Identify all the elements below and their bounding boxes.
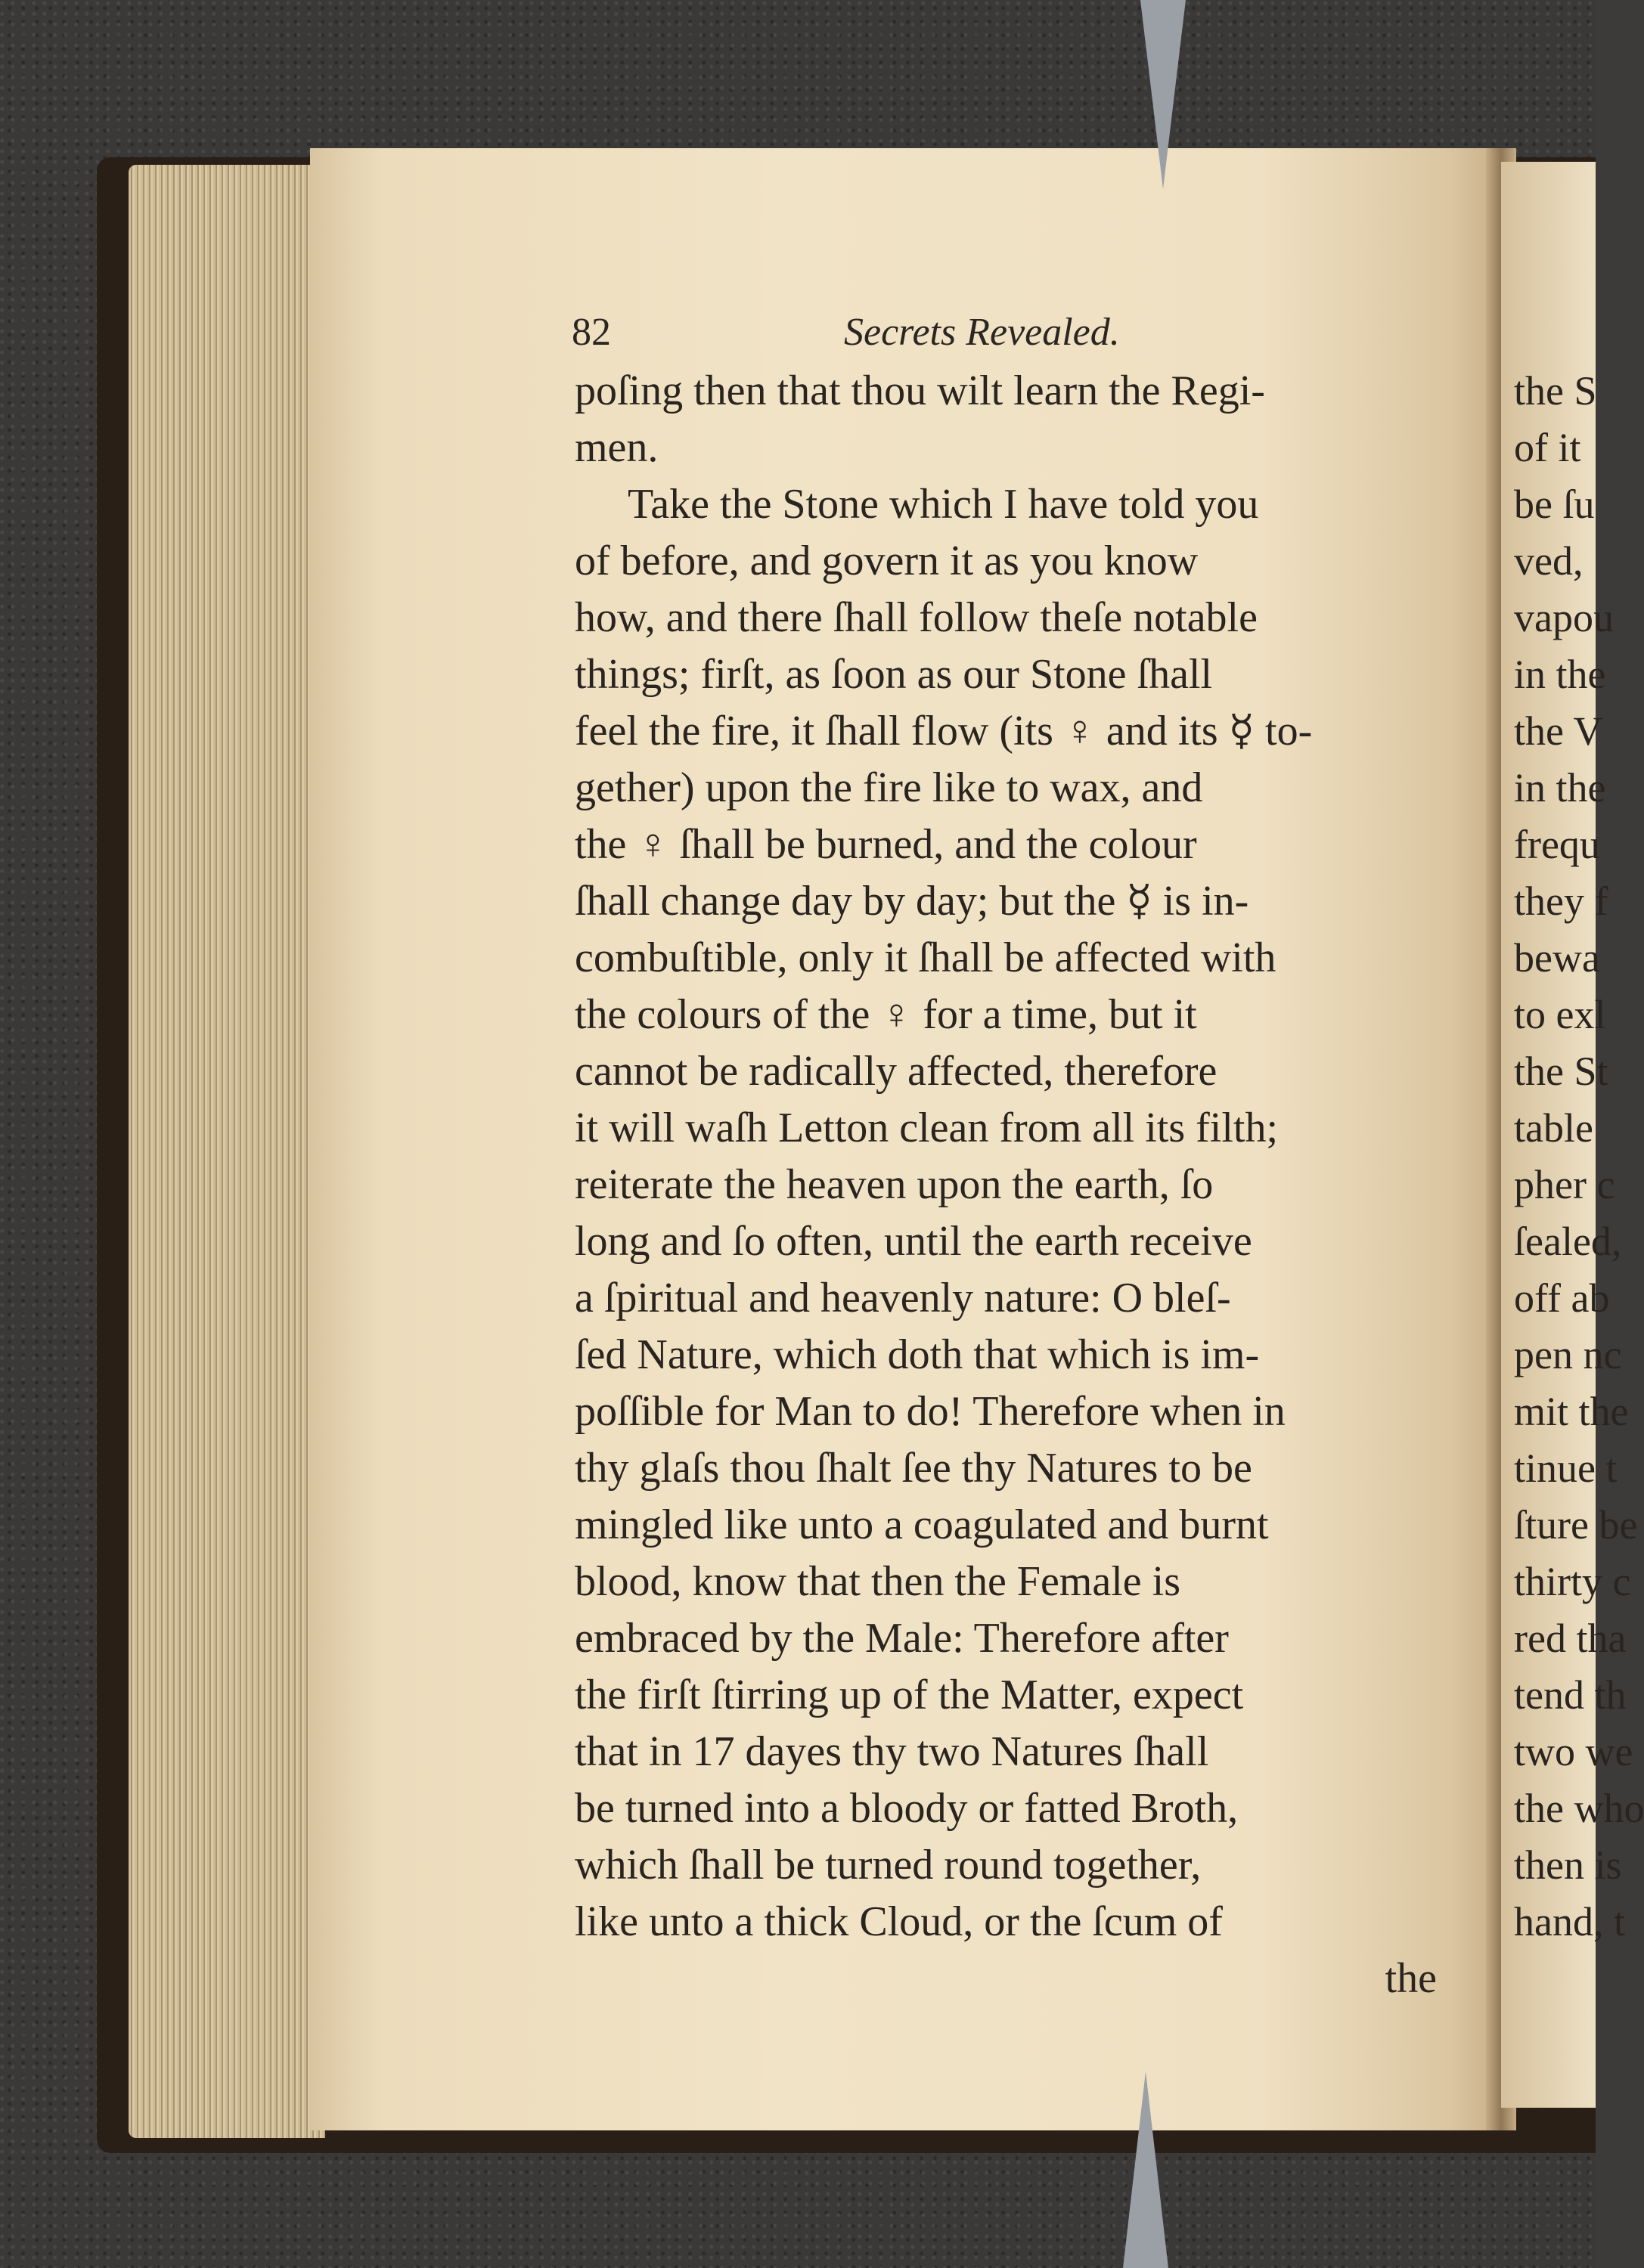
body-text [575, 363, 1437, 2007]
page-number: 82 [572, 311, 611, 354]
facing-line: bewa [1514, 935, 1600, 981]
facing-line: mit the [1514, 1389, 1629, 1434]
facing-line: ſture be [1514, 1502, 1638, 1548]
facing-line: they f [1514, 878, 1608, 924]
facing-line: off ab [1514, 1275, 1610, 1321]
top-clip [1140, 0, 1186, 189]
facing-line: ved, [1514, 538, 1584, 584]
facing-line: pen nc [1514, 1332, 1622, 1377]
text-line: gether) upon the fire like to wax, and [575, 764, 1203, 811]
text-line: mingled like unto a coagulated and burnt [575, 1501, 1269, 1548]
text-line: embraced by the Male: Therefore after [575, 1615, 1229, 1662]
text-line: feel the fire, it ſhall flow (its ♀ and its ☿ to- [575, 708, 1313, 754]
text-line: the ♀ ſhall be burned, and the colour [575, 821, 1197, 868]
page-header [572, 302, 1404, 370]
text-line: the colours of the ♀ for a time, but it [575, 991, 1197, 1038]
facing-page-text [1514, 363, 1644, 1950]
text-line: a ſpiritual and heavenly nature: O bleſ- [575, 1275, 1231, 1321]
text-line: combuſtible, only it ſhall be affected with [575, 934, 1276, 981]
facing-line: the S [1514, 368, 1597, 414]
facing-line: table [1514, 1105, 1593, 1151]
facing-line: tinue t [1514, 1445, 1618, 1491]
text-line: things; firſt, as ſoon as our Stone ſhall [575, 651, 1213, 698]
page-edges [129, 165, 325, 2138]
text-line: poſſible for Man to do! Therefore when in [575, 1388, 1286, 1435]
bottom-clip [1123, 2071, 1168, 2268]
facing-line: tend th [1514, 1672, 1627, 1718]
text-line: Take the Stone which I have told you [628, 481, 1259, 528]
text-line: ſhall change day by day; but the ☿ is in- [575, 878, 1249, 925]
facing-line: in the [1514, 765, 1606, 810]
facing-line: two we [1514, 1729, 1633, 1774]
facing-line: be ſu [1514, 482, 1595, 527]
text-line: reiterate the heaven upon the earth, ſo [575, 1161, 1214, 1208]
facing-line: pher c [1514, 1162, 1615, 1207]
facing-line: in the [1514, 652, 1606, 697]
text-line: it will waſh Letton clean from all its filth; [575, 1105, 1279, 1151]
text-line: thy glaſs thou ſhalt ſee thy Natures to be [575, 1445, 1252, 1492]
text-line: that in 17 dayes thy two Natures ſhall [575, 1728, 1209, 1775]
text-line: blood, know that then the Female is [575, 1558, 1180, 1605]
facing-line: then is [1514, 1842, 1622, 1888]
text-line: be turned into a bloody or fatted Broth, [575, 1785, 1239, 1832]
text-line: long and ſo often, until the earth receive [575, 1218, 1252, 1265]
text-line: cannot be radically affected, therefore [575, 1048, 1217, 1095]
text-line: of before, and govern it as you know [575, 538, 1199, 584]
text-line: ſed Nature, which doth that which is im- [575, 1331, 1260, 1378]
text-line: like unto a thick Cloud, or the ſcum of [575, 1898, 1223, 1945]
facing-line: frequ [1514, 822, 1600, 867]
facing-line: thirty c [1514, 1559, 1631, 1604]
text-line: men. [575, 424, 659, 471]
facing-line: vapou [1514, 595, 1614, 640]
facing-line: of it [1514, 425, 1581, 470]
facing-line: the V [1514, 708, 1603, 754]
facing-line: the who [1514, 1786, 1644, 1831]
text-line: which ſhall be turned round together, [575, 1842, 1202, 1888]
facing-line: to exl [1514, 992, 1606, 1037]
facing-line: ſealed, [1514, 1219, 1622, 1264]
facing-line: hand, t [1514, 1899, 1625, 1944]
text-line: poſing then that thou wilt learn the Regi- [575, 367, 1265, 414]
facing-line: the St [1514, 1049, 1608, 1094]
catchword: the [1385, 1955, 1437, 2002]
text-line: how, and there ſhall follow theſe notable [575, 594, 1258, 641]
text-line: the firſt ſtirring up of the Matter, expect [575, 1672, 1244, 1718]
facing-line: red tha [1514, 1616, 1627, 1661]
running-title: Secrets Revealed. [844, 311, 1120, 354]
